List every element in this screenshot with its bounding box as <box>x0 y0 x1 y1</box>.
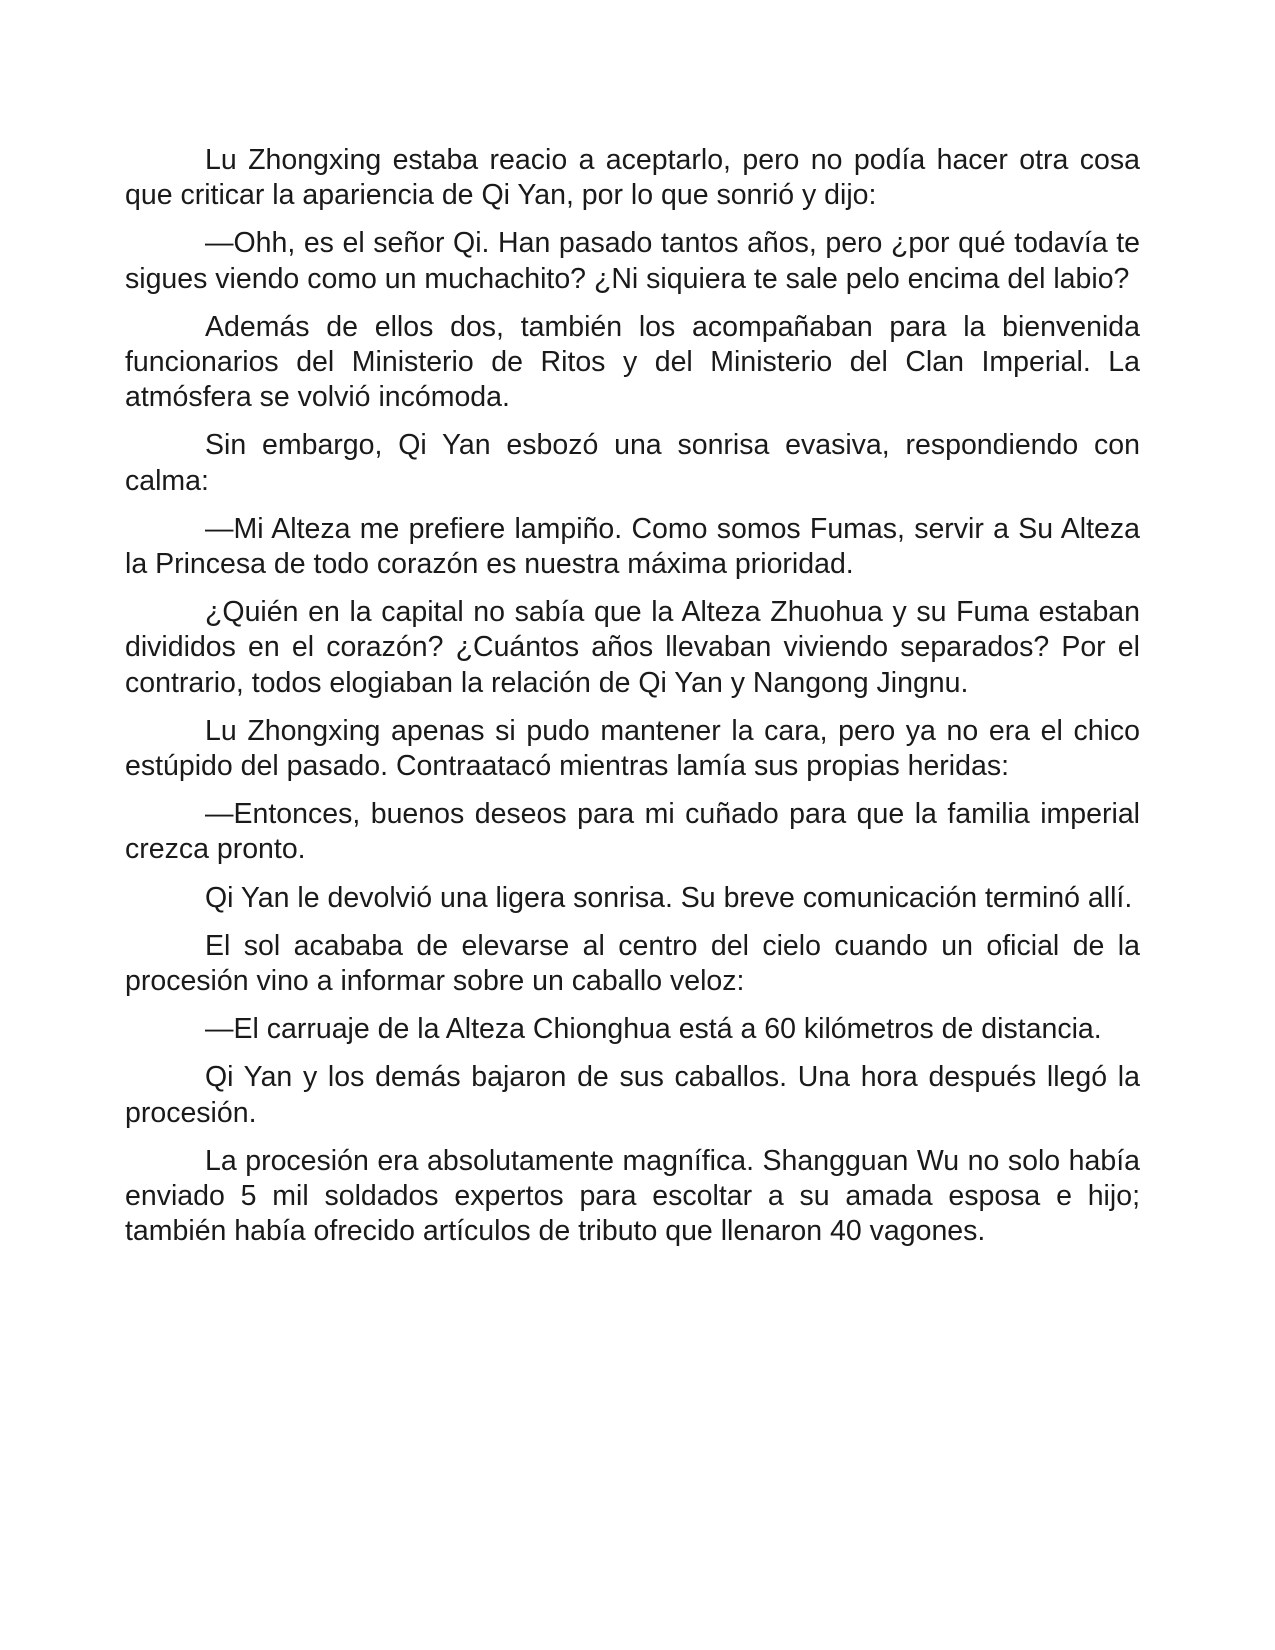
paragraph-1: Lu Zhongxing estaba reacio a aceptarlo, pero no podía hacer otra cosa que criticar la apariencia de Qi Yan, por lo que sonrió y dijo: <box>125 144 1140 212</box>
paragraph-13: La procesión era absolutamente magnífica. Shangguan Wu no solo había enviado 5 mil soldados expertos para escoltar a su amada esposa e hijo; también había ofrecido artículos de tributo que llenaron 40 vagones. <box>125 1144 1140 1248</box>
paragraph-3: Además de ellos dos, también los acompañaban para la bienvenida funcionarios del Ministerio de Ritos y del Ministerio del Clan Imperial. La atmósfera se volvió incómoda. <box>125 310 1140 414</box>
paragraph-8: —Entonces, buenos deseos para mi cuñado para que la familia imperial crezca pronto. <box>125 798 1140 866</box>
paragraph-7: Lu Zhongxing apenas si pudo mantener la cara, pero ya no era el chico estúpido del pasado. Contraatacó mientras lamía sus propias heridas: <box>125 714 1140 783</box>
paragraph-12: Qi Yan y los demás bajaron de sus caballos. Una hora después llegó la procesión. <box>125 1061 1140 1129</box>
paragraph-9: Qi Yan le devolvió una ligera sonrisa. Su breve comunicación terminó allí. <box>205 881 1133 914</box>
paragraph-5: —Mi Alteza me prefiere lampiño. Como somos Fumas, servir a Su Alteza la Princesa de todo corazón es nuestra máxima prioridad. <box>125 512 1140 581</box>
paragraph-11: —El carruaje de la Alteza Chionghua está a 60 kilómetros de distancia. <box>205 1013 1102 1046</box>
paragraph-4: Sin embargo, Qi Yan esbozó una sonrisa evasiva, respondiendo con calma: <box>125 429 1140 497</box>
paragraph-10: El sol acababa de elevarse al centro del cielo cuando un oficial de la procesión vino a informar sobre un caballo veloz: <box>125 929 1140 998</box>
paragraph-6: ¿Quién en la capital no sabía que la Alteza Zhuohua y su Fuma estaban divididos en el corazón? ¿Cuántos años llevaban viviendo separados? Por el contrario, todos elogiaban la relación de Qi Yan y Nangong Jingnu. <box>125 596 1140 699</box>
document-page <box>125 143 1140 1249</box>
paragraph-2: —Ohh, es el señor Qi. Han pasado tantos años, pero ¿por qué todavía te sigues viendo como un muchachito? ¿Ni siquiera te sale pelo encima del labio? <box>125 227 1140 295</box>
